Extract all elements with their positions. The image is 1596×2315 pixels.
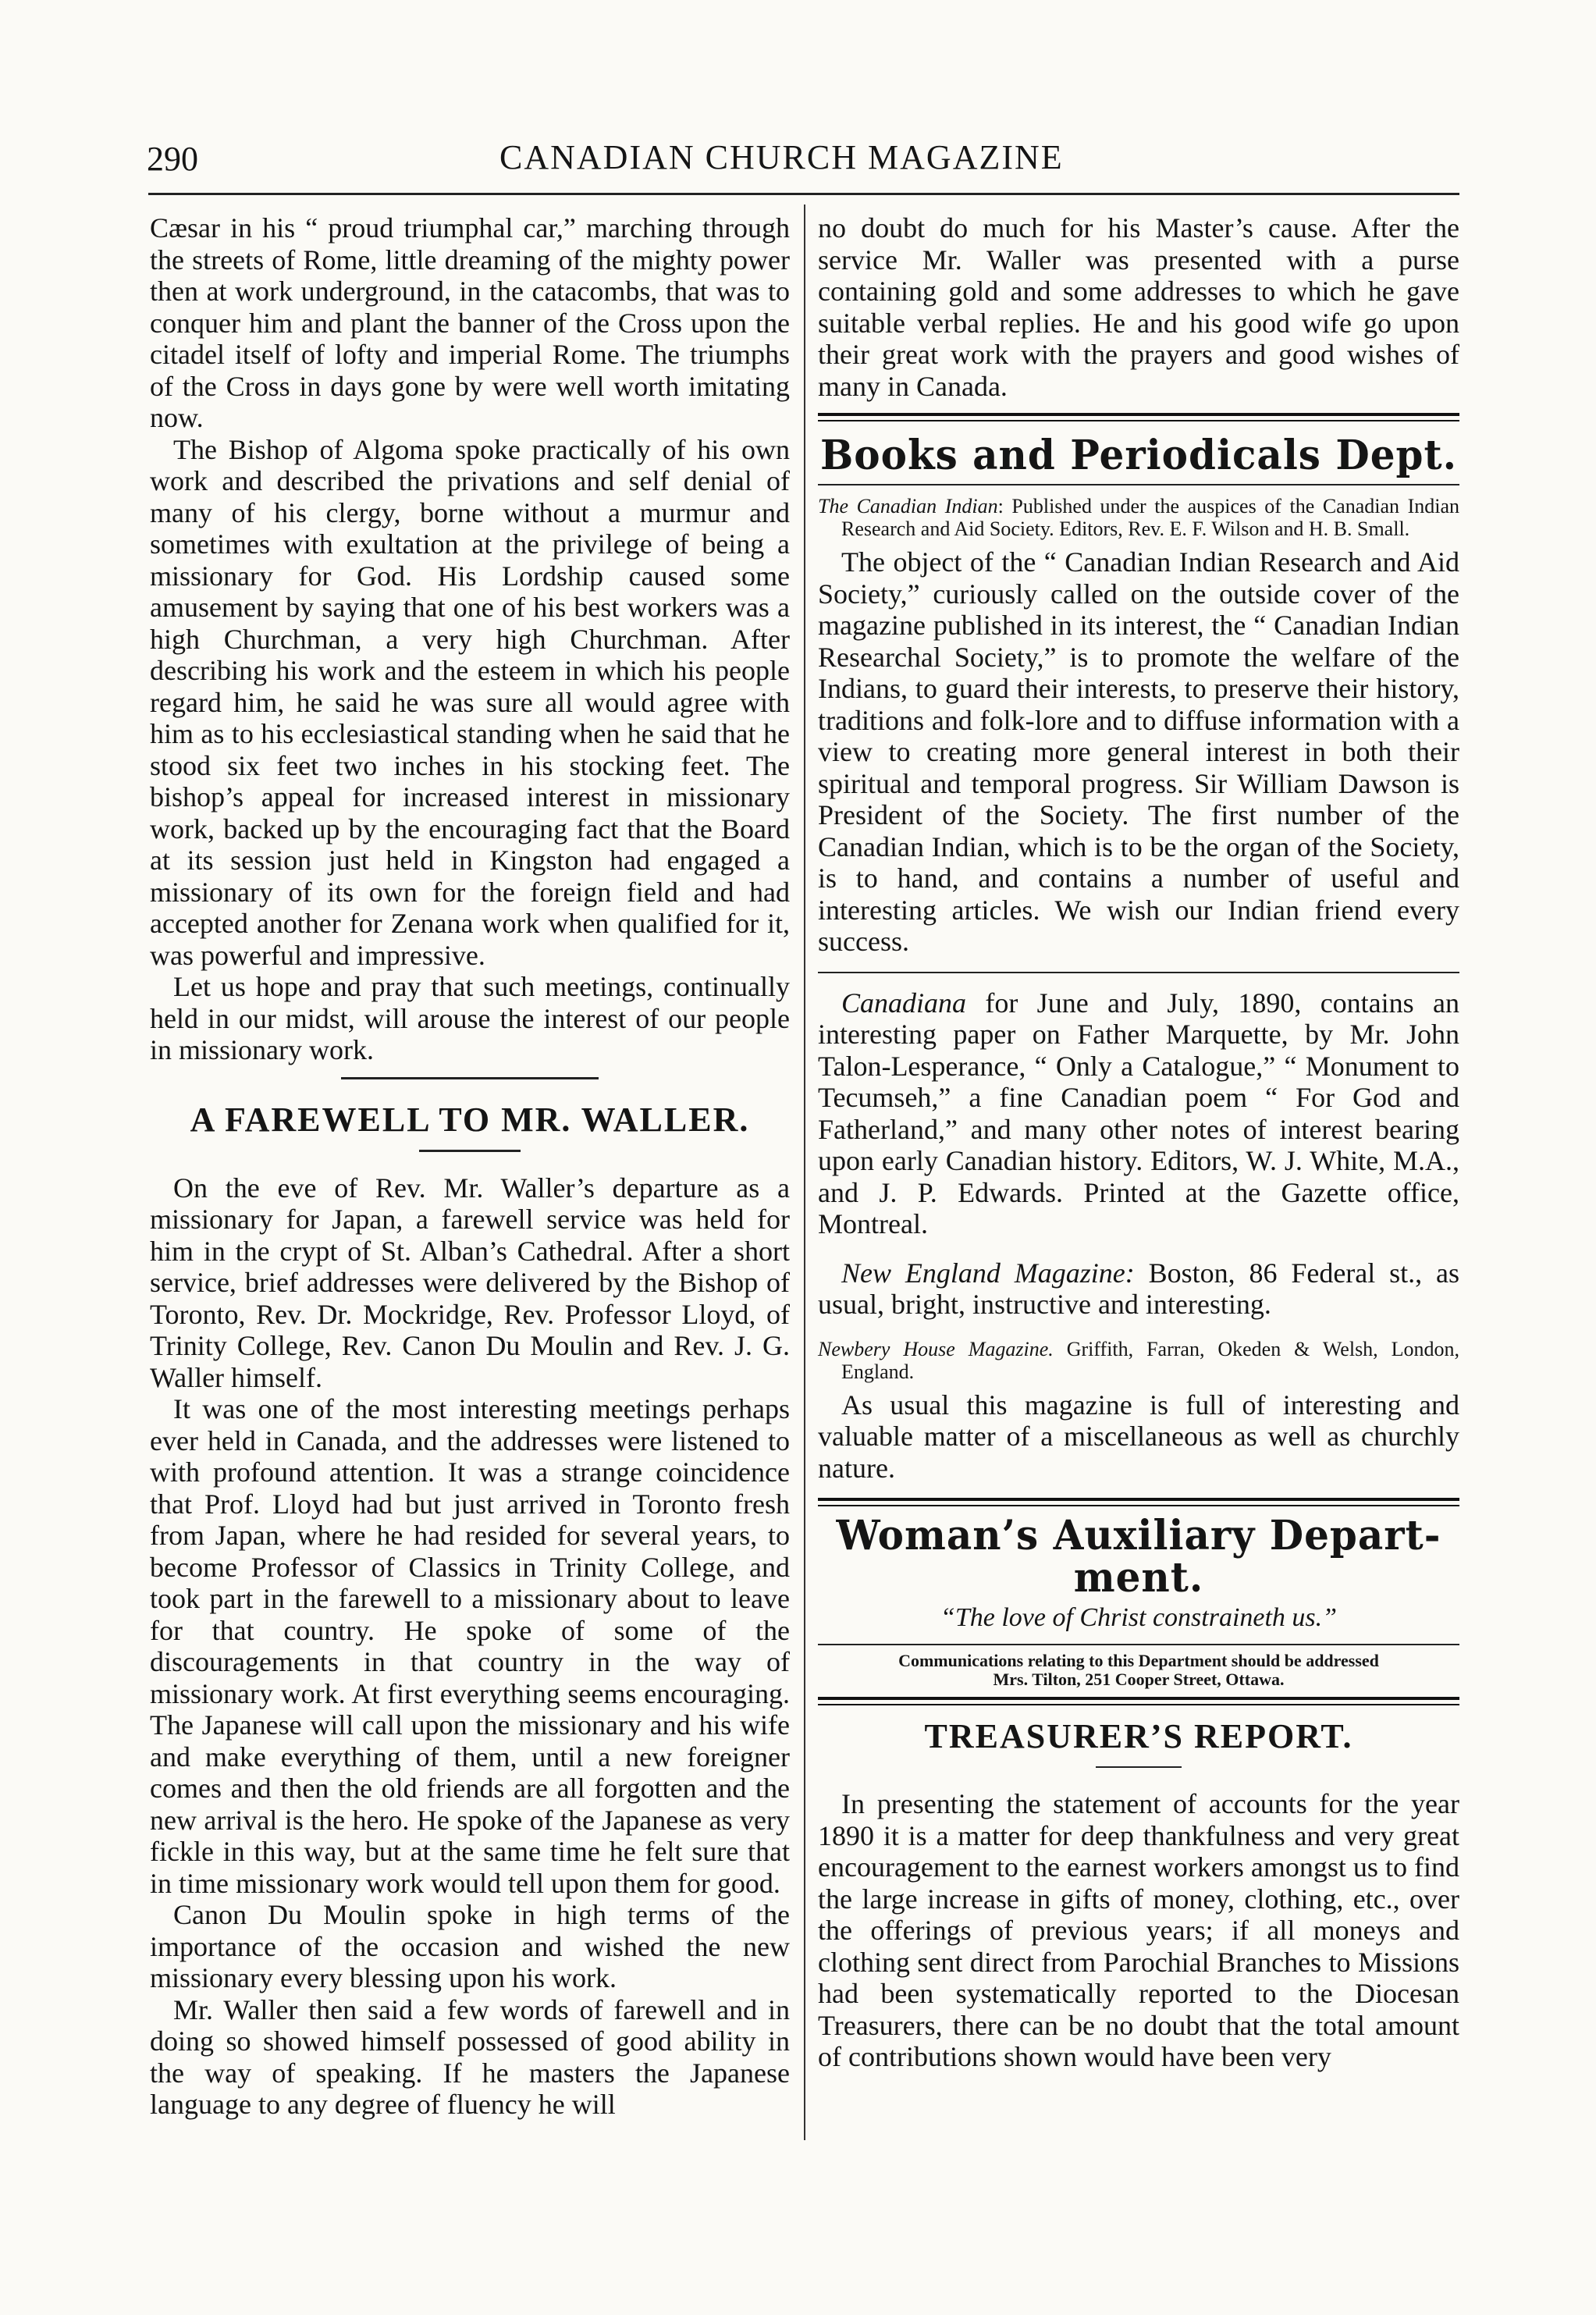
citation-canadian-indian (818, 495, 1459, 540)
paragraph-bishop-algoma: The Bishop of Algoma spoke practically of his own work and described the privations and self denial of many of his clergy, borne without a murmur and sometimes with exultation at the privilege of being a missionary for God. His Lordship caused some amusement by saying that one of his best workers was a high Churchman, a very high Churchman. After describing his work and the esteem in which his people regard him, he said he was sure all would agree with him as to his ecclesiastical standing when he said that he stood six feet two inches in his stocking feet. The bishop’s appeal for increased interest in missionary work, backed up by the encouraging fact that the Board at its session just held in Kingston had engaged a missionary of its own for the foreign field and had accepted another for Zenana work when qualified for it, was powerful and impressive. (150, 433, 790, 971)
paragraph-canadiana (818, 987, 1459, 1240)
right-column (818, 212, 1459, 2073)
double-rule-3 (818, 1697, 1459, 1705)
citation-text: : Published under the auspices of the Canadian Indian Research and Aid Society. Editors, Rev. E. F. Wilson and H. B. Small. (841, 495, 1459, 540)
new-england-title: New England Magazine: (841, 1257, 1135, 1289)
left-column (150, 212, 790, 2121)
books-dept-heading: Books and Periodicals Dept. (819, 430, 1457, 479)
double-rule-2 (818, 1498, 1459, 1506)
paragraph-canadian-indian: The object of the “ Canadian Indian Research and Aid Society,” curiously called on the outside cover of the magazine published in its interest, the “ Canadian Indian Researchal Society,” is to promote the welfare of the Indians, to guard their interests, to preserve their history, traditions and folk-lore and to diffuse information with a view to creating more general interest in both their spiritual and temporal progress. Sir William Dawson is President of the Society. The first number of the Canadian Indian, which is to be the organ of the Society, is to hand, and contains a number of useful and interesting articles. We wish our Indian friend every success. (818, 546, 1459, 957)
canadiana-title: Canadiana (841, 987, 967, 1019)
paragraph-newbery: As usual this magazine is full of interesting and valuable matter of a miscellaneous as well as churchly nature. (818, 1389, 1459, 1484)
paragraph-caesar: Cæsar in his “ proud triumphal car,” marching through the streets of Rome, little dreaming of the mighty power then at work underground, in the catacombs, that was to conquer him and plant the banner of the Cross upon the citadel itself of lofty and imperial Rome. The triumphs of the Cross in days gone by were well worth imitating now. (150, 212, 790, 433)
running-title: CANADIAN CHURCH MAGAZINE (499, 138, 1064, 176)
womans-auxiliary-heading: Woman’s Auxiliary Depart- (836, 1510, 1441, 1559)
citation-title: The Canadian Indian (818, 495, 998, 517)
womans-auxiliary-heading-cont: ment. (1073, 1552, 1204, 1602)
newbery-text: Griffith, Farran, Okeden & Welsh, London, England. (841, 1337, 1459, 1383)
paragraph-hope: Let us hope and pray that such meetings, continually held in our midst, will arouse the interest of our people in missionary work. (150, 971, 790, 1065)
column-divider (804, 204, 805, 2140)
paragraph-farewell-1: On the eve of Rev. Mr. Waller’s departure as a missionary for Japan, a farewell service was held for him in the crypt of St. Alban’s Cathedral. After a short service, brief addresses were delivered by the Bishop of Toronto, Rev. Dr. Mockridge, Rev. Professor Lloyd, of Trinity College, Rev. Canon Du Moulin and Rev. J. G. Waller himself. (150, 1172, 790, 1393)
header-rule (148, 193, 1459, 195)
farewell-heading: A FAREWELL TO MR. WALLER. (190, 1100, 750, 1139)
newbery-title: Newbery House Magazine. (818, 1337, 1054, 1360)
double-rule (818, 413, 1459, 421)
paragraph-farewell-4: Mr. Waller then said a few words of farewell and in doing so showed himself possessed of good ability in the way of speaking. If he masters the Japanese language to any degree of fluency he will (150, 1993, 790, 2120)
notice-line-1: Communications relating to this Department should be addressed (898, 1651, 1379, 1670)
paragraph-farewell-3: Canon Du Moulin spoke in high terms of the importance of the occasion and wished the new missionary every blessing upon his work. (150, 1899, 790, 1993)
new-england-text: Boston, 86 Federal st., as usual, bright, instructive and interesting. (818, 1257, 1459, 1320)
paragraph-new-england (818, 1257, 1459, 1321)
paragraph-farewell-2: It was one of the most interesting meetings perhaps ever held in Canada, and the addresses were listened to with profound attention. It was a strange coincidence that Prof. Lloyd had but just arrived in Toronto fresh from Japan, where he had resided for several years, to become Professor of Classics in Trinity College, and took part in the farewell to a missionary about to leave for that country. He spoke of some of the discouragements in that country in the way of missionary work. At first everything seems encouraging. The Japanese will call upon the missionary and his wife and make everything of them, until a new foreigner comes and then the old friends are all forgotten and the new arrival is the hero. He spoke of the Japanese as very fickle in this way, but at the same time he felt sure that in time missionary work would tell upon them for good. (150, 1393, 790, 1899)
notice-line-2: Mrs. Tilton, 251 Cooper Street, Ottawa. (993, 1670, 1285, 1689)
page-number: 290 (147, 140, 198, 178)
treasurer-heading: TREASURER’S REPORT. (924, 1717, 1353, 1755)
paragraph-treasurer: In presenting the statement of accounts for the year 1890 it is a matter for deep thankfulness and very great encouragement to the earnest workers amongst us to find the large increase in gifts of money, clothing, etc., over the offerings of previous years; if all moneys and clothing sent direct from Parochial Branches to Missions had been systematically reported to the Diocesan Treasurers, there can be no doubt that the total amount of contributions shown would have been very (818, 1788, 1459, 2072)
citation-newbery (818, 1338, 1459, 1383)
paragraph-waller-cont: no doubt do much for his Master’s cause. After the service Mr. Waller was presented with a purse containing gold and some addresses to which he gave suitable verbal replies. He and his good wife go upon their great work with the prayers and good wishes of many in Canada. (818, 212, 1459, 402)
motto: “The love of Christ constraineth us.” (940, 1603, 1338, 1632)
canadiana-text: for June and July, 1890, contains an interesting paper on Father Marquette, by Mr. John Talon-Lesperance, “ Only a Catalogue,” “ Monument to Tecumseh,” a fine Canadian poem “ For God and Fatherland,” and many other notes of interest bearing upon early Canadian history. Editors, W. J. White, M.A., and J. P. Edwards. Printed at the Gazette office, Montreal. (818, 987, 1459, 1239)
